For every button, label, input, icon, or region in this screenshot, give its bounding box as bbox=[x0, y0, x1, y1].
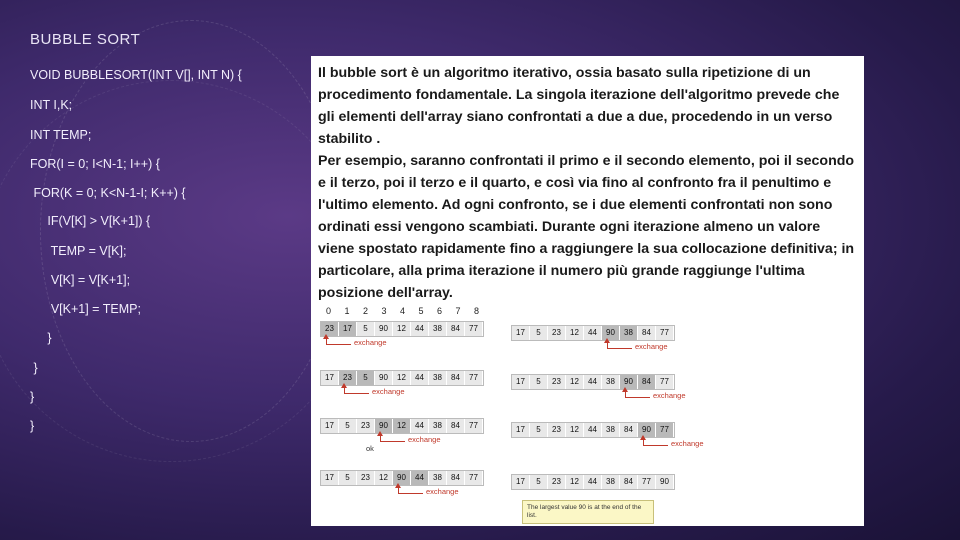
arrow-head-icon bbox=[323, 334, 329, 339]
code-line: IF(V[K] > V[K+1]) { bbox=[30, 214, 151, 228]
exchange-label: exchange bbox=[671, 439, 704, 448]
index-label: 1 bbox=[344, 306, 350, 316]
array-cell: 77 bbox=[656, 423, 674, 437]
array-cell: 84 bbox=[638, 326, 656, 340]
array-cell: 38 bbox=[620, 326, 638, 340]
array-cell: 44 bbox=[584, 375, 602, 389]
array-cell: 23 bbox=[357, 419, 375, 433]
array-cell: 44 bbox=[584, 475, 602, 489]
array-cell: 38 bbox=[429, 471, 447, 485]
array-cell: 84 bbox=[447, 371, 465, 385]
code-line: V[K+1] = TEMP; bbox=[30, 302, 141, 316]
array-cell: 84 bbox=[447, 419, 465, 433]
array-cell: 12 bbox=[393, 371, 411, 385]
array-cell: 84 bbox=[447, 322, 465, 336]
code-line: } bbox=[30, 419, 35, 433]
index-label: 4 bbox=[400, 306, 406, 316]
index-label: 6 bbox=[437, 306, 443, 316]
array-cell: 90 bbox=[602, 326, 620, 340]
code-line: FOR(K = 0; K<N-1-I; K++) { bbox=[30, 186, 186, 200]
array-cell: 77 bbox=[465, 419, 483, 433]
index-label: 5 bbox=[418, 306, 424, 316]
exchange-label: exchange bbox=[408, 435, 441, 444]
array-cell: 84 bbox=[620, 475, 638, 489]
array-cell: 5 bbox=[530, 475, 548, 489]
exchange-label: exchange bbox=[426, 487, 459, 496]
description bbox=[318, 62, 858, 304]
array-cell: 17 bbox=[512, 475, 530, 489]
arrow-head-icon bbox=[341, 383, 347, 388]
array-row bbox=[320, 321, 484, 337]
array-row bbox=[511, 422, 675, 438]
array-cell: 23 bbox=[548, 326, 566, 340]
array-cell: 23 bbox=[357, 471, 375, 485]
array-row bbox=[511, 374, 675, 390]
array-cell: 77 bbox=[656, 326, 674, 340]
array-cell: 84 bbox=[638, 375, 656, 389]
array-cell: 5 bbox=[339, 419, 357, 433]
array-cell: 77 bbox=[465, 471, 483, 485]
array-cell: 38 bbox=[429, 419, 447, 433]
exchange-arrow bbox=[607, 341, 632, 349]
code-line: } bbox=[30, 331, 52, 345]
description-paragraph: Per esempio, saranno confrontati il primo e il secondo elemento, poi il secondo e il terzo, poi il terzo e il quarto, e così via fino al confronto fra il penultimo e l'ultimo elemento. Ad ogni confronto, se i due elementi confrontati non sono ordinati essi vengono scambiati. Durante ogni iterazione almeno un valore viene spostato rapidamente fino a raggiungere la sua collocazione definitiva; in particolare, alla prima iterazione il numero più grande raggiunge l'ultima posizione dell'array. bbox=[318, 153, 855, 301]
array-cell: 90 bbox=[375, 371, 393, 385]
array-cell: 5 bbox=[339, 471, 357, 485]
array-cell: 38 bbox=[602, 475, 620, 489]
array-cell: 38 bbox=[602, 375, 620, 389]
array-cell: 17 bbox=[321, 371, 339, 385]
array-cell: 90 bbox=[393, 471, 411, 485]
array-cell: 17 bbox=[512, 326, 530, 340]
content-panel bbox=[311, 56, 864, 526]
array-cell: 12 bbox=[393, 419, 411, 433]
array-cell: 12 bbox=[566, 375, 584, 389]
array-cell: 90 bbox=[375, 322, 393, 336]
array-cell: 5 bbox=[357, 371, 375, 385]
exchange-arrow bbox=[344, 386, 369, 394]
exchange-arrow bbox=[326, 337, 351, 345]
array-cell: 44 bbox=[584, 326, 602, 340]
index-label: 3 bbox=[381, 306, 387, 316]
array-cell: 38 bbox=[429, 322, 447, 336]
array-cell: 5 bbox=[530, 423, 548, 437]
exchange-arrow bbox=[398, 486, 423, 494]
note-box: The largest value 90 is at the end of the list. bbox=[522, 500, 654, 524]
arrow-head-icon bbox=[395, 483, 401, 488]
array-cell: 44 bbox=[411, 471, 429, 485]
exchange-label: exchange bbox=[372, 387, 405, 396]
code-line: INT TEMP; bbox=[30, 128, 92, 142]
arrow-head-icon bbox=[377, 431, 383, 436]
index-label: 7 bbox=[455, 306, 461, 316]
array-cell: 23 bbox=[548, 375, 566, 389]
array-row bbox=[511, 325, 675, 341]
bubble-sort-figure bbox=[311, 304, 864, 526]
array-row bbox=[320, 470, 484, 486]
arrow-head-icon bbox=[622, 387, 628, 392]
code-line: } bbox=[30, 390, 35, 404]
array-cell: 44 bbox=[411, 419, 429, 433]
code-line: } bbox=[30, 361, 38, 375]
arrow-head-icon bbox=[604, 338, 610, 343]
array-cell: 90 bbox=[375, 419, 393, 433]
index-label: 2 bbox=[363, 306, 369, 316]
array-cell: 77 bbox=[638, 475, 656, 489]
array-cell: 90 bbox=[656, 475, 674, 489]
code-line: TEMP = V[K]; bbox=[30, 244, 127, 258]
code-line: V[K] = V[K+1]; bbox=[30, 273, 131, 287]
array-cell: 44 bbox=[411, 371, 429, 385]
index-label: 0 bbox=[326, 306, 332, 316]
description-paragraph: Il bubble sort è un algoritmo iterativo, ossia basato sulla ripetizione di un procedimento fondamentale. La singola iterazione dell'algoritmo prevede che gli elementi dell'array siano confrontati a due a due, procedendo in un verso stabilito . bbox=[318, 65, 840, 147]
array-cell: 23 bbox=[321, 322, 339, 336]
array-cell: 84 bbox=[620, 423, 638, 437]
arrow-head-icon bbox=[640, 435, 646, 440]
ok-label: ok bbox=[366, 444, 374, 453]
array-cell: 12 bbox=[566, 326, 584, 340]
array-cell: 5 bbox=[530, 375, 548, 389]
code-line: VOID BUBBLESORT(INT V[], INT N) { bbox=[30, 68, 242, 82]
array-cell: 17 bbox=[339, 322, 357, 336]
array-cell: 17 bbox=[512, 375, 530, 389]
array-cell: 23 bbox=[339, 371, 357, 385]
array-cell: 44 bbox=[411, 322, 429, 336]
array-cell: 90 bbox=[620, 375, 638, 389]
array-cell: 12 bbox=[393, 322, 411, 336]
exchange-arrow bbox=[380, 434, 405, 442]
array-cell: 38 bbox=[602, 423, 620, 437]
exchange-label: exchange bbox=[635, 342, 668, 351]
exchange-arrow bbox=[643, 438, 668, 446]
array-cell: 84 bbox=[447, 471, 465, 485]
array-cell: 77 bbox=[465, 322, 483, 336]
array-cell: 5 bbox=[357, 322, 375, 336]
array-cell: 77 bbox=[465, 371, 483, 385]
exchange-arrow bbox=[625, 390, 650, 398]
code-line: FOR(I = 0; I<N-1; I++) { bbox=[30, 157, 160, 171]
array-cell: 77 bbox=[656, 375, 674, 389]
slide-title: BUBBLE SORT bbox=[30, 31, 141, 48]
array-cell: 17 bbox=[321, 419, 339, 433]
array-cell: 17 bbox=[321, 471, 339, 485]
index-label: 8 bbox=[474, 306, 480, 316]
array-cell: 23 bbox=[548, 423, 566, 437]
array-cell: 44 bbox=[584, 423, 602, 437]
array-cell: 5 bbox=[530, 326, 548, 340]
array-cell: 38 bbox=[429, 371, 447, 385]
array-cell: 17 bbox=[512, 423, 530, 437]
exchange-label: exchange bbox=[653, 391, 686, 400]
array-cell: 12 bbox=[566, 423, 584, 437]
array-cell: 23 bbox=[548, 475, 566, 489]
array-row bbox=[320, 418, 484, 434]
array-cell: 12 bbox=[566, 475, 584, 489]
array-cell: 90 bbox=[638, 423, 656, 437]
array-cell: 12 bbox=[375, 471, 393, 485]
exchange-label: exchange bbox=[354, 338, 387, 347]
array-row bbox=[511, 474, 675, 490]
code-line: INT I,K; bbox=[30, 98, 73, 112]
